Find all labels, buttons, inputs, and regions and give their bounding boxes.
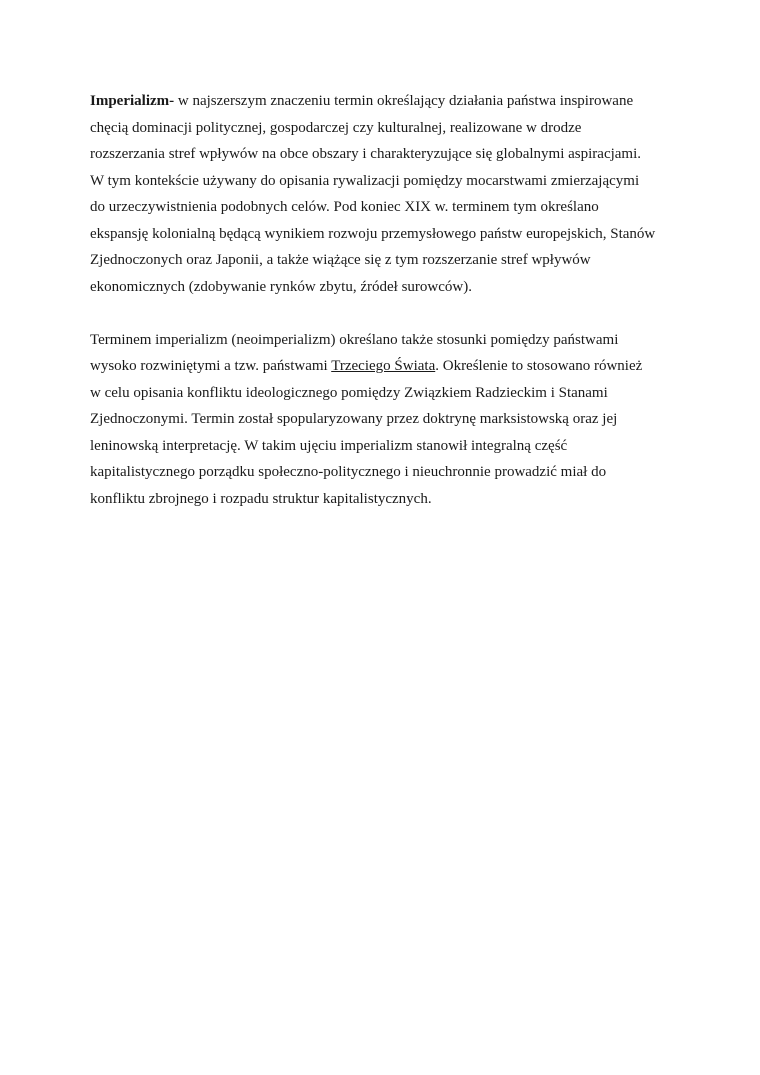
third-world-link[interactable]: Trzeciego Świata — [331, 358, 436, 374]
text-line — [90, 88, 690, 115]
text-segment: w najszerszym znaczeniu termin określający działania państwa inspirowane — [174, 93, 634, 109]
text-line: kapitalistycznego porządku społeczno-politycznego i nieuchronnie prowadzić miał do — [90, 464, 607, 480]
text-line: ekonomicznych (zdobywanie rynków zbytu, źródeł surowców). — [90, 278, 472, 295]
paragraph-definition — [90, 88, 690, 300]
text-line: Zjednoczonych oraz Japonii, a także wiążące się z tym rozszerzanie stref wpływów — [90, 252, 591, 268]
text-segment: wysoko rozwiniętymi a tzw. państwami — [90, 358, 332, 374]
text-line: leninowską interpretację. W takim ujęciu imperializm stanowił integralną część — [90, 437, 568, 454]
term-heading: Imperializm- — [90, 93, 175, 109]
document-body — [90, 88, 690, 512]
text-line — [90, 353, 690, 380]
text-line: Terminem imperializm (neoimperializm) określano także stosunki pomiędzy państwami — [90, 331, 619, 348]
text-line: do urzeczywistnienia podobnych celów. Pod koniec XIX w. terminem tym określano — [90, 199, 599, 215]
paragraph-spacer — [90, 300, 690, 327]
text-line: Zjednoczonymi. Termin został spopularyzowany przez doktrynę marksistowską oraz jej — [90, 411, 618, 427]
text-line: W tym kontekście używany do opisania rywalizacji pomiędzy mocarstwami zmierzającymi — [90, 172, 640, 189]
text-line: ekspansję kolonialną będącą wynikiem rozwoju przemysłowego państw europejskich, Stanów — [90, 225, 656, 242]
text-line: chęcią dominacji politycznej, gospodarczej czy kulturalnej, realizowane w drodze — [90, 119, 582, 136]
text-line: w celu opisania konfliktu ideologicznego pomiędzy Związkiem Radzieckim i Stanami — [90, 384, 608, 401]
text-segment: . Określenie to stosowano również — [435, 358, 643, 374]
paragraph-neoimperialism — [90, 327, 690, 513]
text-line: rozszerzania stref wpływów na obce obszary i charakteryzujące się globalnymi aspiracjami. — [90, 146, 642, 162]
text-line: konfliktu zbrojnego i rozpadu struktur kapitalistycznych. — [90, 490, 432, 507]
